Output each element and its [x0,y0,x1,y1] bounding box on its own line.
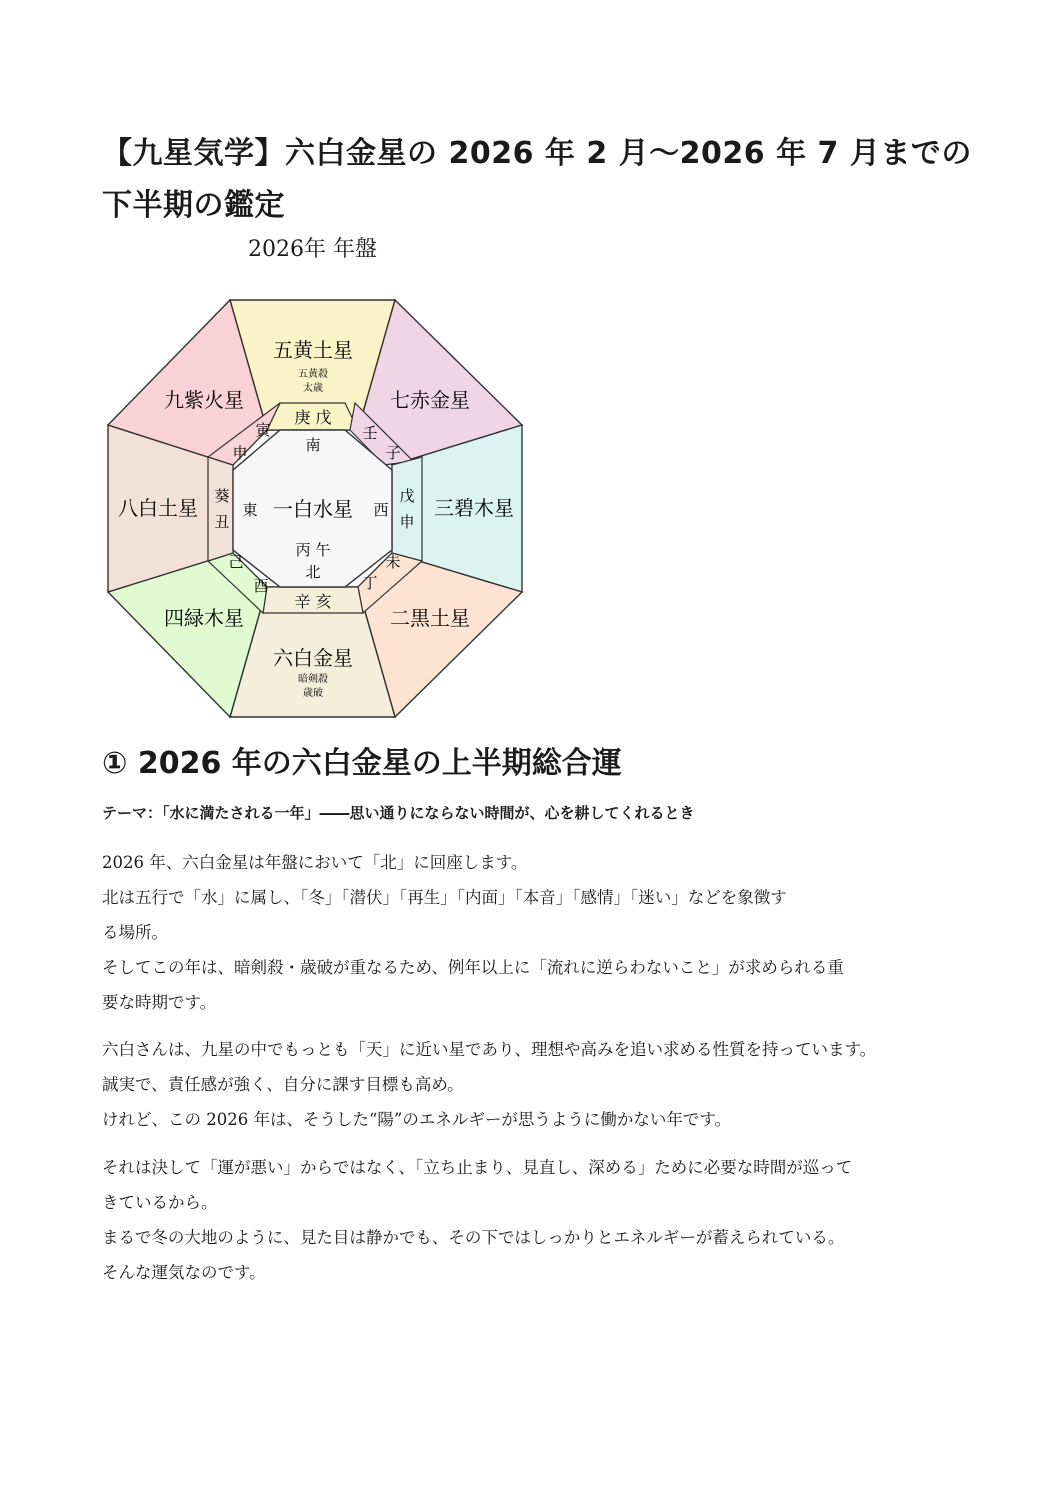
star-top: 五黄土星 [273,338,353,362]
star-bottom-left: 四緑木星 [164,606,244,630]
ring-label-bl-b: 酉 [253,577,269,595]
chart-caption: 2026年 年盤 [248,237,377,262]
paragraph-3 [102,1150,972,1290]
ring-label-br-b: 丁 [362,574,378,592]
ring-label-right-a: 戊 [399,487,415,505]
ring-right [392,457,422,561]
ring-label-tr-a: 壬 [362,424,378,442]
ring-label-left-a: 葵 [214,487,230,505]
ring-label-bottom: 辛 亥 [294,592,332,611]
paragraph-line: けれど、この 2026 年は、そうした“陽”のエネルギーが思うように働かない年です。 [102,1110,732,1129]
title-line-1: 【九星気学】六白金星の 2026 年 2 月〜2026 年 7 月までの [102,136,972,171]
inner-south: 南 [305,436,321,454]
ring-label-bl-a: 己 [228,553,244,571]
page-title [102,128,1002,232]
paragraph-line: 北は五行で「水」に属し、「冬」「潜伏」「再生」「内面」「本音」「感情」「迷い」などを象徴す [102,888,787,907]
center-star: 一白水星 [273,497,353,521]
inner-east: 東 [242,501,258,519]
ring-label-tl-a: 寅 [255,421,271,439]
paragraph-line: まるで冬の大地のように、見た目は静かでも、その下ではしっかりとエネルギーが蓄えられている。 [102,1228,845,1247]
section-heading: ① 2026 年の六白金星の上半期総合運 [102,746,622,781]
star-top-right: 七赤金星 [390,388,470,412]
paragraph-line: きているから。 [102,1193,218,1212]
paragraph-line: それは決して「運が悪い」からではなく、「立ち止まり、見直し、深める」ために必要な時間が巡って [102,1158,853,1177]
ring-label-tr-b: 子 [385,444,401,462]
star-top-left: 九紫火星 [164,388,244,412]
ring-label-right-b: 申 [399,513,415,531]
star-bottom-right: 二黒土星 [390,606,470,630]
year-board-diagram [100,295,530,725]
inner-west: 西 [373,501,389,519]
star-right: 三碧木星 [434,496,514,520]
paragraph-line: そんな運気なのです。 [102,1263,266,1282]
ring-label-br-a: 未 [385,553,401,571]
note-top-1: 五黄殺 [298,369,328,380]
paragraph-line: 誠実で、責任感が強く、自分に課す目標も高め。 [102,1075,464,1094]
paragraph-line: 要な時期です。 [102,993,217,1012]
ring-left [208,457,233,561]
paragraph-1 [102,845,972,1020]
inner-bottom-pair: 丙 午 [295,541,331,559]
note-bottom-1: 暗剣殺 [298,674,328,685]
ring-label-top: 庚 戊 [294,408,332,427]
ring-label-left-b: 丑 [214,513,230,531]
ring-label-tl-b: 申 [232,444,248,462]
title-line-2: 下半期の鑑定 [102,188,285,223]
paragraph-line: 2026 年、六白金星は年盤において「北」に回座します。 [102,853,528,872]
paragraph-line: 六白さんは、九星の中でもっとも「天」に近い星であり、理想や高みを追い求める性質を持っています。 [102,1040,877,1059]
section-theme: テーマ：「水に満たされる一年」――思い通りにならない時間が、心を耕してくれるとき [102,804,695,822]
paragraph-line: そしてこの年は、暗剣殺・歳破が重なるため、例年以上に「流れに逆らわないこと」が求められる重 [102,958,844,977]
note-top-2: 太歳 [303,383,323,394]
star-bottom: 六白金星 [273,646,353,670]
paragraph-2 [102,1032,972,1137]
note-bottom-2: 歳破 [303,688,323,699]
paragraph-line: る場所。 [102,923,168,942]
star-left: 八白土星 [118,496,198,520]
inner-north: 北 [305,563,321,581]
